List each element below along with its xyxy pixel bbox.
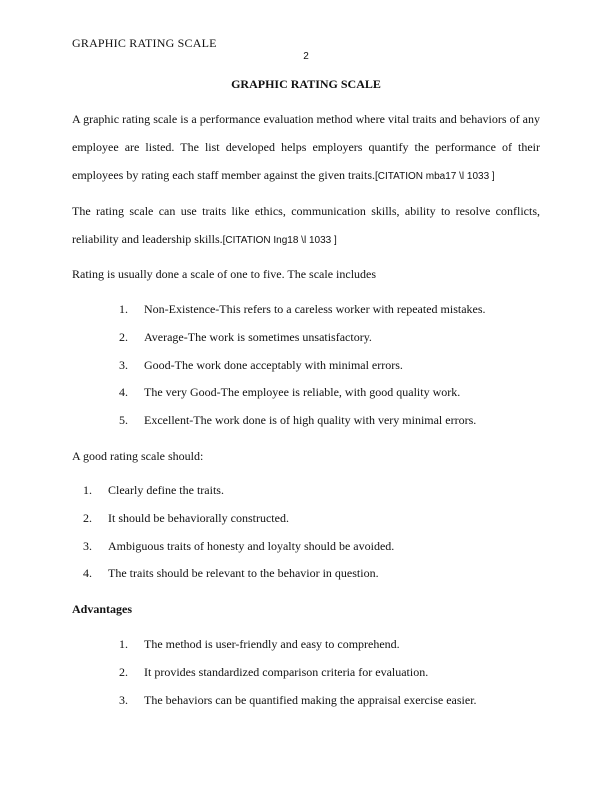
- paragraph-text: A graphic rating scale is a performance evaluation method where vital traits and behaviors of any employee are listed. The list developed helps employers quantify the performance of their employees by rating each staff member against the given traits.: [72, 112, 540, 182]
- list-number: 5.: [119, 413, 128, 428]
- good-scale-intro: A good rating scale should:: [72, 449, 204, 463]
- citation: [CITATION Ing18 \l 1033 ]: [222, 235, 337, 246]
- list-text: It should be behaviorally constructed.: [108, 510, 289, 525]
- list-number: 2.: [119, 664, 128, 679]
- paragraph-definition: [72, 105, 540, 191]
- list-text: The very Good-The employee is reliable, with good quality work.: [144, 385, 461, 400]
- paragraph-text: The rating scale can use traits like ethics, communication skills, ability to resolve conflicts, reliability and leadership skills.: [72, 204, 540, 246]
- list-text: It provides standardized comparison criteria for evaluation.: [144, 664, 429, 679]
- page-title: GRAPHIC RATING SCALE: [231, 77, 381, 91]
- citation: [CITATION mba17 \l 1033 ]: [375, 171, 495, 182]
- list-number: 2.: [119, 329, 128, 344]
- list-number: 3.: [119, 692, 128, 707]
- advantages-heading: Advantages: [72, 602, 133, 616]
- paragraph-scale-intro: Rating is usually done a scale of one to five. The scale includes: [72, 267, 377, 281]
- running-head: GRAPHIC RATING SCALE: [72, 36, 217, 50]
- list-number: 4.: [119, 385, 128, 400]
- list-number: 3.: [83, 538, 92, 553]
- page-number: 2: [303, 51, 309, 62]
- list-text: Non-Existence-This refers to a careless worker with repeated mistakes.: [144, 302, 486, 316]
- list-text: Excellent-The work done is of high quality with very minimal errors.: [144, 413, 477, 428]
- list-text: Ambiguous traits of honesty and loyalty should be avoided.: [108, 538, 395, 553]
- list-number: 2.: [83, 510, 92, 525]
- list-number: 1.: [83, 483, 92, 497]
- paragraph-traits: [72, 197, 540, 255]
- list-number: 4.: [83, 566, 92, 581]
- list-text: The method is user-friendly and easy to comprehend.: [144, 637, 400, 651]
- list-text: The traits should be relevant to the behavior in question.: [108, 566, 379, 581]
- list-text: The behaviors can be quantified making the appraisal exercise easier.: [144, 692, 477, 707]
- list-number: 1.: [119, 302, 128, 316]
- list-text: Clearly define the traits.: [108, 483, 224, 497]
- list-number: 3.: [119, 357, 128, 372]
- list-text: Good-The work done acceptably with minimal errors.: [144, 357, 403, 372]
- list-text: Average-The work is sometimes unsatisfactory.: [144, 329, 372, 344]
- list-number: 1.: [119, 637, 128, 651]
